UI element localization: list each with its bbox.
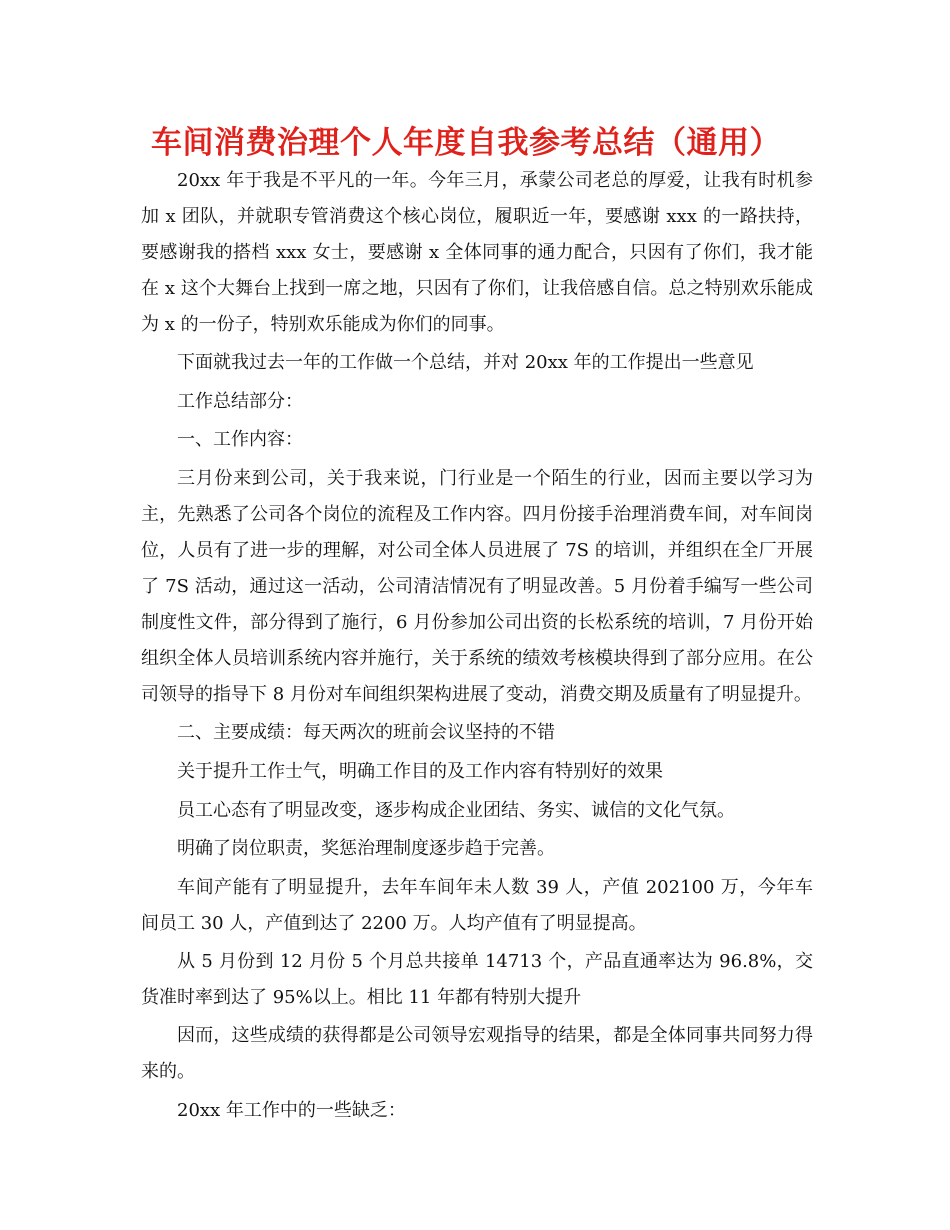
document-body	[141, 163, 813, 1131]
paragraph-morale: 关于提升工作士气，明确工作目的及工作内容有特别好的效果	[177, 760, 663, 782]
section-heading-work-content: 一、工作内容：	[177, 429, 303, 451]
document-title: 车间消费治理个人年度自我参考总结（通用）	[151, 125, 781, 161]
paragraph-orders: 从 5 月份到 12 月份 5 个月总共接单 14713 个，产品直通率达为 96.8%，交货准时率到达了 95%以上。相比 11 年都有特别大提升	[141, 951, 813, 1009]
paragraph-capacity: 车间产能有了明显提升，去年车间年未人数 39 人，产值 202100 万，今年车间员工 30 人，产值到达了 2200 万。人均产值有了明显提高。	[141, 876, 813, 934]
paragraph-responsibilities: 明确了岗位职责，奖惩治理制度逐步趋于完善。	[177, 838, 555, 860]
paragraph-intro: 20xx 年于我是不平凡的一年。今年三月，承蒙公司老总的厚爱，让我有时机参加 x 团队，并就职专管消费这个核心岗位，履职近一年，要感谢 xxx 的一路扶持，要感谢我的搭档 xxx 女士，要感谢 x 全体同事的通力配合，只因有了你们，我才能在 x 这个大舞台上找到一席之地，只因有了你们，让我倍感自信。总之特别欢乐能成为 x 的一份子，特别欢乐能成为你们的同事。	[141, 170, 813, 335]
paragraph-credit: 因而，这些成绩的获得都是公司领导宏观指导的结果，都是全体同事共同努力得来的。	[141, 1025, 813, 1083]
section-heading-achievements: 二、主要成绩：每天两次的班前会议坚持的不错	[177, 722, 555, 744]
paragraph-plan: 下面就我过去一年的工作做一个总结，并对 20xx 年的工作提出一些意见	[177, 352, 754, 374]
paragraph-work-content: 三月份来到公司，关于我来说，门行业是一个陌生的行业，因而主要以学习为主，先熟悉了公司各个岗位的流程及工作内容。四月份接手治理消费车间，对车间岗位，人员有了进一步的理解，对公司全体人员进展了 7S 的培训，并组织在全厂开展了 7S 活动，通过这一活动，公司清洁情况有了明显改善。5 月份着手编写一些公司制度性文件，部分得到了施行，6 月份参加公司出资的长松系统的培训，7 月份开始组织全体人员培训系统内容并施行，关于系统的绩效考核模块得到了部分应用。在公司领导的指导下 8 月份对车间组织架构进展了变动，消费交期及质量有了明显提升。	[141, 468, 813, 706]
paragraph-attitude: 员工心态有了明显改变，逐步构成企业团结、务实、诚信的文化气氛。	[177, 799, 735, 821]
section-heading-summary: 工作总结部分：	[177, 390, 303, 412]
section-heading-shortcomings: 20xx 年工作中的一些缺乏：	[177, 1099, 406, 1121]
